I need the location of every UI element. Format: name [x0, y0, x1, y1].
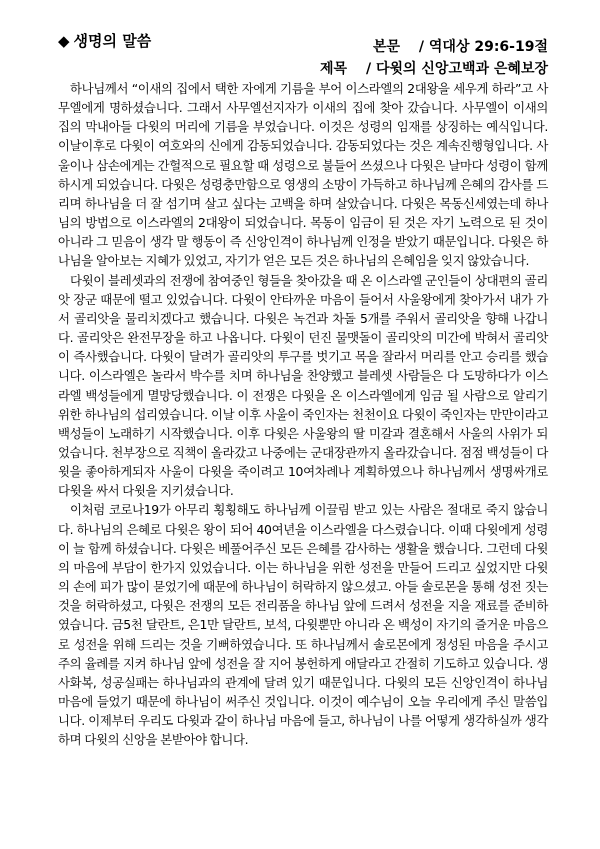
paragraph-3: 이처럼 코로나19가 아무리 횡횡해도 하나님께 이끌림 받고 있는 사람은 절대로 죽지 않습니다. 하나님의 은혜로 다윗은 왕이 되어 40여년을 이스라엘을 다스렸습니다. 이때 다윗에게 성령이 늘 함께 하셨습니다. 다윗은 베풀어주신 모든 은혜를 감사하는 생활을 했습니다. 그런데 다윗의 마음에 부담이 한가지 있었습니다. 이는 하나님을 위한 성전을 만들어 드리고 싶었지만 다윗의 손에 피가 많이 묻었기에 때문에 하나님이 허락하지 않으셨고. 아들 솔로몬을 통해 성전 짓는 것을 허락하셨고, 다윗은 전쟁의 모든 전리품을 하나님 앞에 드려서 성전을 지을 재료를 준비하였습니다. 금5천 달란트, 은1만 달란트, 보석, 다윗뿐만 아니라 온 백성이 자기의 즐거운 마음으로 성전을 위해 드리는 것을 기뻐하였습니다. 또 하나님께서 솔로몬에게 정성된 마음을 주시고 주의 율례를 지켜 하나님 앞에 성전을 잘 지어 봉헌하게 애달라고 간절히 기도하고 있습니다. 생사화복, 성공실패는 하나님과의 관계에 달려 있기 때문입니다. 다윗의 모든 신앙인격이 하나님 마음에 들었기 때문에 하나님이 써주신 것입니다. 이것이 예수님이 오늘 우리에게 주신 말씀입니다. 이제부터 우리도 다윗과 같이 하나님 마음에 들고, 하나님이 나를 어떻게 생각하실까 생각하며 다윗의 신앙을 본받아야 합니다.: [58, 502, 548, 748]
paragraph-2: 다윗이 블레셋과의 전쟁에 참여중인 형들을 찾아갔을 때 온 이스라엘 군인들이 상대편의 골리앗 장군 때문에 떨고 있었습니다. 다윗이 안타까운 마음이 들어서 사울왕에게 찾아가서 내가 가서 골리앗을 물리치겠다고 했습니다. 다윗은 녹건과 차돌 5개를 주워서 골리앗을 향해 나갑니다. 골리앗은 완전무장을 하고 나옵니다. 다윗이 던진 물맷돌이 골리앗의 미간에 박혀서 골리앗이 즉사했습니다. 다윗이 달려가 골리앗의 투구를 벗기고 목을 잘라서 머리를 안고 승리를 했습니다. 이스라엘은 놀라서 박수를 치며 하나님을 찬양했고 블레셋 사람들은 다 도망하다가 이스라엘 백성들에게 멸망당했습니다. 이 전쟁은 다윗을 온 이스라엘에게 임금 될 사람으로 알리기 위한 하나님의 섭리였습니다. 이날 이후 사울이 죽인자는 천천이요 다윗이 죽인자는 만만이라고 백성들이 노래하기 시작했습니다. 이후 다윗은 사울왕의 딸 미갈과 결혼해서 사울의 사위가 되었습니다. 천부장으로 직책이 올라갔고 나중에는 군대장관까지 올라갔습니다. 점점 백성들이 다윗을 좋아하게되자 사울이 다윗을 죽이려고 10여차례나 계획하였으나 하나님께서 생명싸개로 다윗을 싸서 다윗을 지키셨습니다.: [58, 272, 548, 499]
paragraph-1: 하나님께서 “이새의 집에서 택한 자에게 기름을 부어 이스라엘의 2대왕을 세우게 하라”고 사무엘에게 명하셨습니다. 그래서 사무엘선지자가 이새의 집에 찾아 갔습니다. 사무엘이 이새의 집의 막내아들 다윗의 머리에 기름을 부었습니다. 이것은 성령의 임재를 상징하는 예식입니다. 이날이후로 다윗이 여호와의 신에게 감동되었습니다. 감동되었다는 것은 계속진행형입니다. 사울이나 삼손에게는 간헐적으로 필요할 때 성령으로 불들어 쓰셨으나 다윗은 날마다 성령이 함께하시게 되었습니다. 다윗은 성령충만함으로 영생의 소망이 가득하고 하나님께 은혜의 감사를 드리며 하나님을 더 잘 섬기며 살고 싶다는 고백을 하며 살았습니다. 다윗은 목동신세였는데 하나님의 방법으로 이스라엘의 2대왕이 되었습니다. 목동이 임금이 된 것은 자기 노력으로 된 것이 아니라 그 믿음이 생각 말 행동이 즉 신앙인격이 하나님께 인정을 받았기 때문입니다. 다윗은 하나님을 알아보는 지혜가 있었고, 자기가 얻은 모든 것은 하나님의 은혜임을 잊지 않았습니다.: [58, 81, 548, 269]
diamond-icon: ◆: [58, 32, 70, 50]
scripture-reference: [373, 36, 548, 56]
sermon-body: [58, 79, 548, 749]
ref-separator: /: [418, 39, 425, 55]
subject-separator: /: [365, 61, 372, 77]
ref-label: 본문: [372, 39, 401, 55]
subject-value: 다윗의 신앙고백과 은혜보장: [375, 61, 548, 77]
ref-value: 역대상 29:6-19절: [428, 39, 548, 55]
section-title-text: 생명의 말씀: [73, 32, 152, 50]
section-title: [58, 30, 151, 51]
sermon-subject: [320, 58, 548, 78]
subject-label: 제목: [320, 61, 348, 77]
